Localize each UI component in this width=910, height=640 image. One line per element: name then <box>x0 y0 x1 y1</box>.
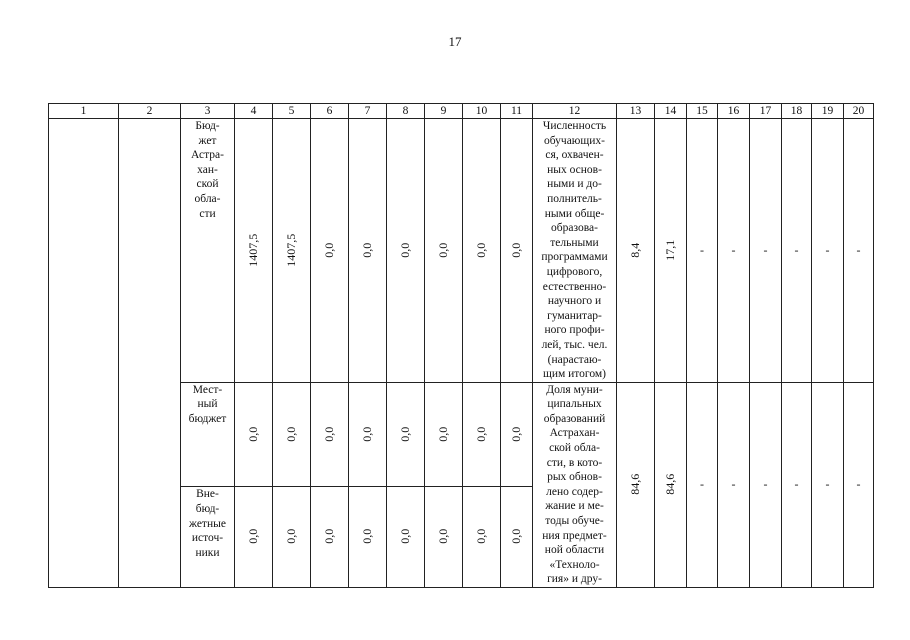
indicator-line: лено содер- <box>546 485 603 498</box>
value-cell <box>273 382 311 487</box>
value-text: 0,0 <box>322 426 337 442</box>
value-text: 0,0 <box>246 529 261 545</box>
dash-text: - <box>763 242 768 257</box>
indicator-line: цифрового, <box>546 265 603 278</box>
value-text: 0,0 <box>284 529 299 545</box>
value-cell <box>235 487 273 588</box>
source-line: источ- <box>191 532 224 545</box>
column-header: 14 <box>655 104 687 119</box>
column-header: 20 <box>844 104 874 119</box>
indicator-line: рых обнов- <box>547 471 602 484</box>
dash-cell <box>750 119 782 383</box>
value-text: 0,0 <box>398 529 413 545</box>
funding-source-cell <box>181 119 235 383</box>
indicator-value: 8,4 <box>628 242 643 258</box>
value-cell <box>387 382 425 487</box>
value-text: 1407,5 <box>246 233 261 267</box>
value-text: 0,0 <box>360 529 375 545</box>
value-text: 0,0 <box>436 242 451 258</box>
budget-table <box>48 103 874 588</box>
dash-text: - <box>825 477 830 492</box>
col2-cell <box>119 119 181 588</box>
col1-cell <box>49 119 119 588</box>
dash-text: - <box>856 242 861 257</box>
source-line: сти <box>199 207 216 220</box>
column-header: 16 <box>718 104 750 119</box>
indicator-line: Доля муни- <box>546 383 603 396</box>
column-header: 12 <box>533 104 617 119</box>
value-cell <box>387 119 425 383</box>
column-header: 15 <box>687 104 718 119</box>
source-line: ники <box>195 546 220 559</box>
indicator-line: программами <box>541 251 608 264</box>
indicator-line: ной области <box>544 544 605 557</box>
column-header: 1 <box>49 104 119 119</box>
indicator-value-cell <box>655 119 687 383</box>
source-line: Астра- <box>191 149 224 162</box>
indicator-line: ного профи- <box>544 324 605 337</box>
indicator-line: Астрахан- <box>549 427 600 440</box>
value-cell <box>501 382 533 487</box>
page-number: 17 <box>448 34 462 49</box>
column-header: 19 <box>812 104 844 119</box>
value-cell <box>463 382 501 487</box>
indicator-value: 84,6 <box>663 473 678 495</box>
dash-text: - <box>731 242 736 257</box>
source-line: обла- <box>194 192 221 205</box>
value-text: 0,0 <box>398 242 413 258</box>
value-cell <box>349 119 387 383</box>
value-cell <box>463 487 501 588</box>
header-row <box>49 104 874 119</box>
dash-text: - <box>700 242 704 257</box>
indicator-value-cell <box>655 382 687 587</box>
column-header: 5 <box>273 104 311 119</box>
value-text: 0,0 <box>509 242 524 258</box>
dash-text: - <box>794 242 799 257</box>
dash-text: - <box>794 477 799 492</box>
value-text: 0,0 <box>436 529 451 545</box>
column-header: 13 <box>617 104 655 119</box>
dash-cell <box>718 382 750 587</box>
source-line: ской <box>196 178 219 191</box>
indicator-cell <box>533 119 617 383</box>
value-text: 0,0 <box>360 242 375 258</box>
value-cell <box>311 119 349 383</box>
value-text: 0,0 <box>360 426 375 442</box>
dash-text: - <box>856 477 861 492</box>
indicator-line: лей, тыс. чел. <box>541 338 608 351</box>
value-text: 0,0 <box>284 426 299 442</box>
value-text: 0,0 <box>322 529 337 545</box>
indicator-line: обучающих- <box>544 134 605 147</box>
column-header: 10 <box>463 104 501 119</box>
column-header: 9 <box>425 104 463 119</box>
indicator-value-cell <box>617 119 655 383</box>
source-line: жет <box>198 134 217 147</box>
value-cell <box>273 119 311 383</box>
indicator-line: (нарастаю- <box>547 353 602 366</box>
column-header: 11 <box>501 104 533 119</box>
source-line: хан- <box>197 163 218 176</box>
indicator-line: научного и <box>547 295 602 308</box>
indicator-line: гуманитар- <box>547 309 602 322</box>
dash-cell <box>782 119 812 383</box>
value-text: 0,0 <box>322 242 337 258</box>
value-text: 0,0 <box>398 426 413 442</box>
column-header: 2 <box>119 104 181 119</box>
dash-text: - <box>731 477 736 492</box>
column-header: 3 <box>181 104 235 119</box>
value-cell <box>311 382 349 487</box>
value-text: 0,0 <box>509 529 524 545</box>
column-header: 4 <box>235 104 273 119</box>
indicator-line: Численность <box>542 120 607 132</box>
value-text: 0,0 <box>246 426 261 442</box>
source-line: Вне- <box>196 488 219 501</box>
indicator-value: 84,6 <box>628 473 643 495</box>
indicator-line: жание и ме- <box>545 500 604 513</box>
source-line: Мест- <box>192 383 223 396</box>
source-line: бюджет <box>188 412 227 425</box>
indicator-line: образова- <box>551 222 598 235</box>
dash-text: - <box>700 477 704 492</box>
column-header: 7 <box>349 104 387 119</box>
column-header: 8 <box>387 104 425 119</box>
value-text: 0,0 <box>474 529 489 545</box>
dash-cell <box>687 119 718 383</box>
value-cell <box>273 487 311 588</box>
indicator-line: щим итогом) <box>542 368 606 381</box>
value-cell <box>425 119 463 383</box>
value-cell <box>463 119 501 383</box>
indicator-line: «Техноло- <box>549 558 600 571</box>
indicator-line: полнитель- <box>547 192 602 205</box>
indicator-line: ния предмет- <box>542 529 607 542</box>
value-cell <box>311 487 349 588</box>
indicator-line: ской обла- <box>549 442 600 455</box>
indicator-line: ся, охвачен- <box>545 149 604 162</box>
indicator-line: ных основ- <box>547 163 602 176</box>
value-cell <box>425 487 463 588</box>
value-cell <box>425 382 463 487</box>
dash-cell <box>812 382 844 587</box>
source-line: бюд- <box>195 503 220 515</box>
dash-cell <box>844 119 874 383</box>
indicator-line: ципальных <box>547 398 602 411</box>
indicator-line: естественно- <box>542 280 607 293</box>
value-text: 1407,5 <box>284 233 299 267</box>
value-cell <box>349 382 387 487</box>
dash-cell <box>687 382 718 587</box>
funding-source-cell <box>181 487 235 588</box>
indicator-line: ными и до- <box>547 178 602 191</box>
indicator-value-cell <box>617 382 655 587</box>
dash-cell <box>750 382 782 587</box>
indicator-value: 17,1 <box>663 239 678 261</box>
dash-text: - <box>825 242 830 257</box>
indicator-line: гия» и дру- <box>547 573 602 586</box>
value-text: 0,0 <box>436 426 451 442</box>
indicator-cell <box>533 382 617 587</box>
indicator-line: ными обще- <box>544 207 605 220</box>
value-cell <box>349 487 387 588</box>
dash-text: - <box>763 477 768 492</box>
value-cell <box>235 382 273 487</box>
value-cell <box>501 487 533 588</box>
source-line: Бюд- <box>195 120 220 132</box>
column-header: 18 <box>782 104 812 119</box>
indicator-line: сти, в кото- <box>546 456 603 469</box>
indicator-line: образований <box>543 412 606 425</box>
table-row <box>49 119 874 383</box>
dash-cell <box>844 382 874 587</box>
dash-cell <box>782 382 812 587</box>
source-line: жетные <box>189 517 226 530</box>
value-cell <box>387 487 425 588</box>
value-text: 0,0 <box>509 426 524 442</box>
column-header: 6 <box>311 104 349 119</box>
indicator-line: тельными <box>550 236 599 249</box>
column-header: 17 <box>750 104 782 119</box>
value-cell <box>501 119 533 383</box>
indicator-line: тоды обуче- <box>545 515 604 528</box>
value-cell <box>235 119 273 383</box>
value-text: 0,0 <box>474 242 489 258</box>
source-line: ный <box>197 398 218 411</box>
funding-source-cell <box>181 382 235 487</box>
dash-cell <box>718 119 750 383</box>
value-text: 0,0 <box>474 426 489 442</box>
dash-cell <box>812 119 844 383</box>
